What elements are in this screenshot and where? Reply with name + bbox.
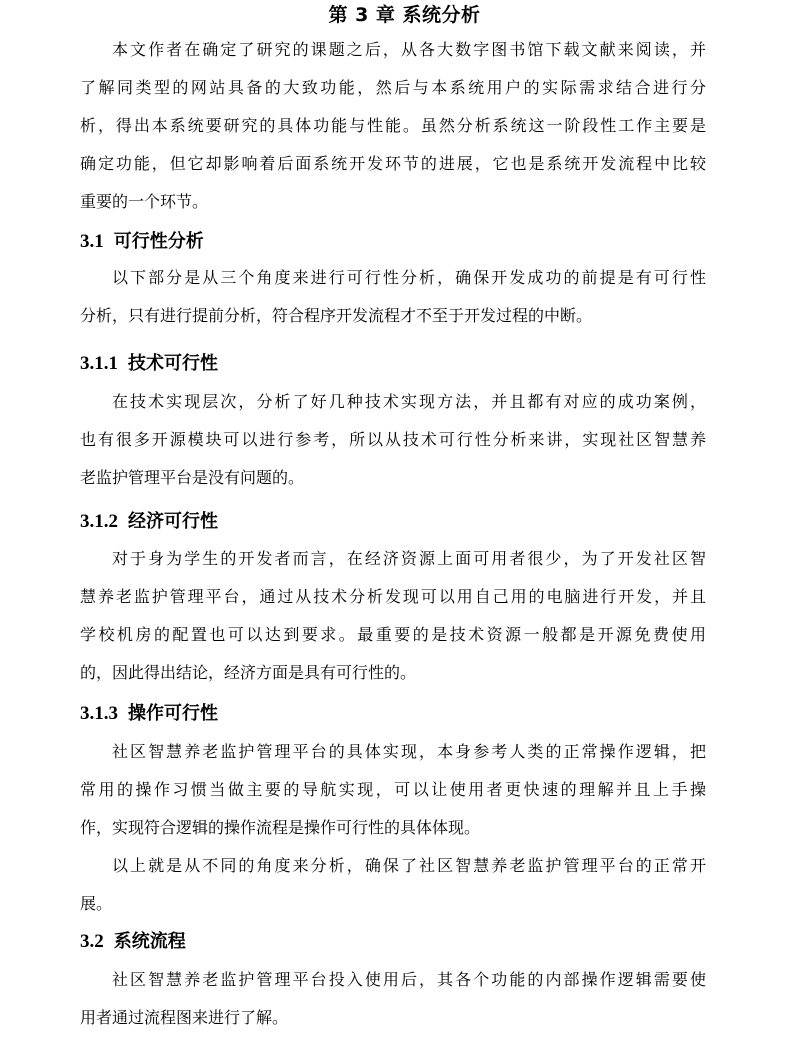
- paragraph-line: 社区智慧养老监护管理平台投入使用后，其各个功能的内部操作逻辑需要使: [112, 970, 706, 989]
- section-title: 操作可行性: [128, 703, 218, 724]
- section-3-1-3-paragraph: [80, 733, 706, 923]
- section-number: 3.1: [80, 231, 104, 252]
- paragraph-line: 以上就是从不同的角度来分析，确保了社区智慧养老监护管理平台的正常开: [112, 856, 706, 875]
- paragraph-line: 以下部分是从三个角度来进行可行性分析，确保开发成功的前提是有可行性: [112, 268, 706, 287]
- paragraph-line: 对于身为学生的开发者而言，在经济资源上面可用者很少，为了开发社区智: [112, 549, 706, 568]
- paragraph-line: 慧养老监护管理平台，通过从技术分析发现可以用自己用的电脑进行开发，并且: [80, 587, 706, 606]
- paragraph-line: 确定功能，但它却影响着后面系统开发环节的进展，它也是系统开发流程中比较: [80, 154, 706, 173]
- paragraph-line: 用者通过流程图来进行了解。: [80, 1008, 289, 1027]
- section-heading-3-1-3: [80, 701, 218, 727]
- paragraph-line: 作，实现符合逻辑的操作流程是操作可行性的具体体现。: [80, 818, 481, 837]
- section-title: 技术可行性: [128, 353, 218, 374]
- paragraph-line: 分析，只有进行提前分析，符合程序开发流程才不至于开发过程的中断。: [80, 306, 593, 325]
- intro-paragraph: [80, 31, 706, 221]
- paragraph-line: 了解同类型的网站具备的大致功能，然后与本系统用户的实际需求结合进行分: [80, 78, 706, 97]
- paragraph-line: 常用的操作习惯当做主要的导航实现，可以让使用者更快速的理解并且上手操: [80, 780, 706, 799]
- paragraph-line: 析，得出本系统要研究的具体功能与性能。虽然分析系统这一阶段性工作主要是: [80, 116, 706, 135]
- section-3-1-1-paragraph: [80, 383, 706, 497]
- section-heading-3-1: [80, 229, 204, 255]
- section-number: 3.1.2: [80, 511, 118, 532]
- section-heading-3-1-1: [80, 351, 218, 377]
- paragraph-line: 的，因此得出结论，经济方面是具有可行性的。: [80, 663, 417, 682]
- section-3-1-paragraph: [80, 259, 706, 335]
- paragraph-line: 重要的一个环节。: [80, 192, 209, 211]
- paragraph-line: 本文作者在确定了研究的课题之后，从各大数字图书馆下载文献来阅读，并: [112, 40, 706, 59]
- section-number: 3.2: [80, 931, 104, 952]
- section-heading-3-1-2: [80, 509, 218, 535]
- section-3-2-paragraph: [80, 961, 706, 1037]
- section-3-1-2-paragraph: [80, 540, 706, 692]
- section-title: 经济可行性: [128, 511, 218, 532]
- section-number: 3.1.3: [80, 703, 118, 724]
- paragraph-line: 学校机房的配置也可以达到要求。最重要的是技术资源一般都是开源免费使用: [80, 625, 706, 644]
- section-title: 可行性分析: [113, 231, 204, 252]
- paragraph-line: 展。: [80, 894, 113, 913]
- section-number: 3.1.1: [80, 353, 118, 374]
- paragraph-line: 也有很多开源模块可以进行参考，所以从技术可行性分析来讲，实现社区智慧养: [80, 430, 706, 449]
- paragraph-line: 老监护管理平台是没有问题的。: [80, 468, 305, 487]
- section-title: 系统流程: [113, 931, 186, 952]
- paragraph-line: 在技术实现层次，分析了好几种技术实现方法，并且都有对应的成功案例，: [112, 392, 706, 411]
- paragraph-line: 社区智慧养老监护管理平台的具体实现，本身参考人类的正常操作逻辑，把: [112, 742, 706, 761]
- section-heading-3-2: [80, 929, 186, 955]
- chapter-title: 第 3 章 系统分析: [328, 4, 481, 26]
